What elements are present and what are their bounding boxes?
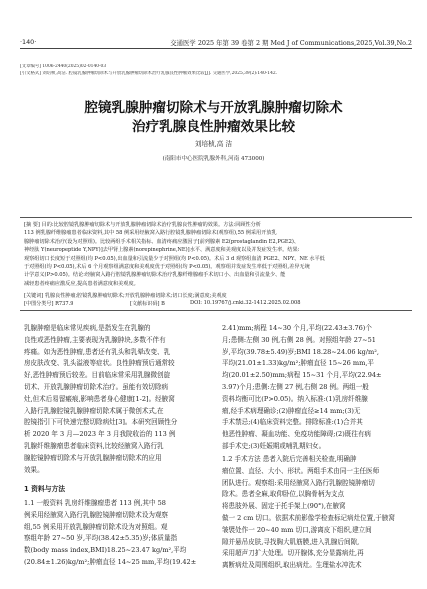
section-1-2	[222, 454, 412, 572]
article-number: [文章编号] 1006-2440(2025)02-0140-03	[20, 64, 107, 69]
title-line-2: 治疗乳腺良性肿瘤效果比较	[131, 119, 296, 135]
clc-number: [中图分类号] R737.9	[24, 301, 74, 307]
body-line: 乳腺肿瘤是临床常见疾病,是指发生在乳腺的	[24, 324, 151, 332]
body-line: 将患肢外展、固定于托手架上(90°),在腋窝	[222, 502, 346, 511]
body-line: 隙并悬吊皮肤,寻找胸大肌筋膜,进入乳腺后间隙,	[222, 537, 360, 546]
body-line: 他恶性肿瘤、凝血功能、免疫功能障碍;(2)既往有病	[222, 430, 371, 439]
abstract-line: 观察组切口长度短于对照组(均 P<0.05),出血量和引流量少于对照组(均 P<0.05)。术后 3 d 观察组血清 PGE2、NPY、NE 水平低	[24, 255, 325, 262]
body-line: 疼痛。如为恶性肿瘤,患者还有乳头和乳晕改变、乳	[24, 347, 171, 356]
body-line: 瘤,经手术病理确诊;(2)肿瘤直径≥14 mm;(3)无	[222, 406, 361, 415]
left-column-body	[24, 323, 208, 476]
document-code: [文献标识码] B	[130, 301, 165, 307]
body-line: 团队进行。观察组:采用经腋窝入路行乳腺腔镜肿瘤切	[222, 478, 375, 487]
body-line: 月;患侧:左侧 30 例,右侧 28 例。对照组年龄 27~51	[222, 335, 376, 344]
body-line: 1.1 一般资料 乳房纤维腺瘤患者 113 例,其中 58	[24, 499, 166, 507]
body-line: 2.41)mm;病程 14~30 个月,平均(22.43±3.76)个	[222, 324, 372, 332]
body-line: 3.97)个月;患侧:左侧 27 例,右侧 28 例。两组一般	[222, 382, 369, 391]
authors: 刘培桢,高 洁	[194, 140, 233, 148]
title-line-1: 腔镜乳腺肿瘤切除术与开放乳腺肿瘤切除术	[84, 100, 343, 116]
body-line: 房皮肤改变、乳头溢液等症状。良性肿瘤预后通常较	[24, 359, 175, 368]
body-line: 良性或恶性肿瘤,主要表现为乳腺肿块,多数不伴有	[24, 335, 166, 344]
running-header	[20, 34, 412, 49]
citation-format: [引文格式] 刘培桢,高洁. 腔镜乳腺肿瘤切除术与开放乳腺肿瘤切除术治疗乳腺良性肿瘤效果比较[J]. 交通医学,2025,39(2):140-142.	[20, 71, 278, 76]
abstract-line: 计学意义(P>0.05)。结论:经腋窝入路行腔镜乳腺肿瘤切除术治疗乳腺纤维腺瘤手术切口小、出血量和引流量少、能	[24, 272, 286, 279]
abstract-line: 神经肽 Y(neuropeptide Y,NPY)]去甲肾上腺素(norepinephrine,NE)]水平、满意度和美观度以及并发症发生率。结果:	[24, 247, 300, 254]
body-line: 例采用经腋窝入路行乳腺腔镜肿瘤切除术设为观察	[24, 510, 169, 519]
body-line: 资料均衡可比(P>0.05)。纳入标准:(1)乳房纤维腺	[222, 394, 368, 403]
abstract-line: 减轻患者疼痛应激反应,提高患者满意度和美观度。	[24, 280, 139, 287]
section-1-1	[24, 498, 208, 569]
body-line: 部手术史;(3)妊娠期或哺乳期妇女。	[222, 441, 326, 450]
body-line: 采用超声刀扩大处理。切开腺体,充分显露病灶,再	[222, 549, 364, 558]
affiliation: (南阳市中心医院乳腺外科,河南 473000)	[162, 156, 265, 162]
body-line: 腔镜指引下可快速完整切除病灶[3]。本研究回顾性分	[24, 418, 178, 427]
body-line: 瘤位置、直径、大小、形状。两组手术由同一主任医师	[222, 466, 380, 475]
abstract-line: 113 例乳腺纤维腺瘤患者临床资料,其中 58 例采用经腋窝入路行腔镜乳腺肿瘤切除术(观察组),55 例采用开放乳	[24, 230, 277, 237]
body-line: 切术、开放乳腺肿瘤切除术治疗。虽能有效切除病	[24, 382, 169, 391]
body-line: 手术禁忌;(4)临床资料完整。排除标准:(1)合并其	[222, 418, 363, 427]
body-line: 析 2020 年 3 月—2023 年 3 月我院收治的 113 例	[24, 430, 176, 439]
body-line: 组,55 例采用开放乳腺肿瘤切除术设为对照组。观	[24, 522, 168, 531]
page-number: ·140·	[20, 38, 37, 46]
doi: DOI: 10.19767/j.cnki.32-1412.2025.02.008	[190, 300, 301, 306]
body-line: 除术。患者全麻,取仰卧位,以胸骨柄为支点	[222, 490, 345, 499]
body-line: 乳腺纤维腺瘤患者临床资料,比较经腋窝入路行乳	[24, 441, 164, 450]
body-line: 离断病灶及周围组织,取出病灶。生理盐水冲洗术	[222, 561, 362, 570]
body-line: 皱襞处作一 20~40 mm 切口,游离皮下组织,建立间	[222, 525, 372, 534]
body-line: 灶,但术后易留瘢痕,影响患者身心健康[1-2]。经腋窝	[24, 394, 175, 403]
body-line: 平均(21.01±1.33)kg/m²;肿瘤直径 15~26 mm,平	[222, 359, 374, 368]
body-line: 入路行乳腺腔镜乳腺肿瘤切除术属于微创术式,在	[24, 406, 164, 415]
right-column-body	[222, 323, 412, 453]
body-line: 察组年龄 27~50 岁,平均(38.42±5.35)岁;体质量指	[24, 534, 178, 543]
keywords: [关键词] 乳腺良性肿瘤;腔镜乳腺肿瘤切除术;开放乳腺肿瘤切除术;切口长度;满意度;美观度	[24, 293, 227, 299]
body-line: 腺腔镜肿瘤切除术与开放乳腺肿瘤切除术的应用	[24, 453, 162, 462]
body-line: 1.2 手术方法 患者入院后完善相关检查,明确肿	[222, 455, 357, 463]
body-line: (20.84±1.26)kg/m²;肿瘤直径 14~25 mm,平均(19.42±	[24, 557, 197, 566]
body-line: 均(20.01±2.50)mm;病程 15~31 个月,平均(22.94±	[222, 371, 382, 380]
journal-info: 交通医学 2025 年第 39 卷第 2 期 Med J of Communications,2025,Vol.39,No.2	[170, 39, 412, 47]
body-line: 好,恶性肿瘤预后较差。目前临床常采用乳腺微创旋	[24, 371, 171, 380]
abstract-line: [摘 要] 目的:比较腔镜乳腺肿瘤切除术与开放乳腺肿瘤切除术治疗乳腺良性肿瘤的效果。方法:回顾性分析	[24, 222, 261, 228]
body-line: 效果。	[24, 465, 44, 474]
body-line: 做一 2 cm 切口。依据术前影像学检查标记病灶位置,于腋窝	[222, 513, 395, 522]
abstract	[24, 221, 410, 288]
abstract-line: 腺肿瘤切除术治疗(设为对照组)。比较两组手术相关指标、血清疼痛应激因子[前列腺素 E2(prostaglandin E2,PGE2)、	[24, 238, 300, 245]
body-line: 数(body mass index,BMI)18.25~23.47 kg/m²,平均	[24, 546, 187, 555]
section-heading: 1 资料与方法	[24, 485, 66, 493]
abstract-line: 于对照组(均 P<0.05),术后 6 个月观察组满意度和美观度优于对照组(均 P<0.05)。观察组并发症发生率低于对照组,差异无统	[24, 264, 310, 271]
body-line: 岁,平均(39.78±5.49)岁;BMI 18.28~24.06 kg/m²,	[222, 347, 379, 356]
